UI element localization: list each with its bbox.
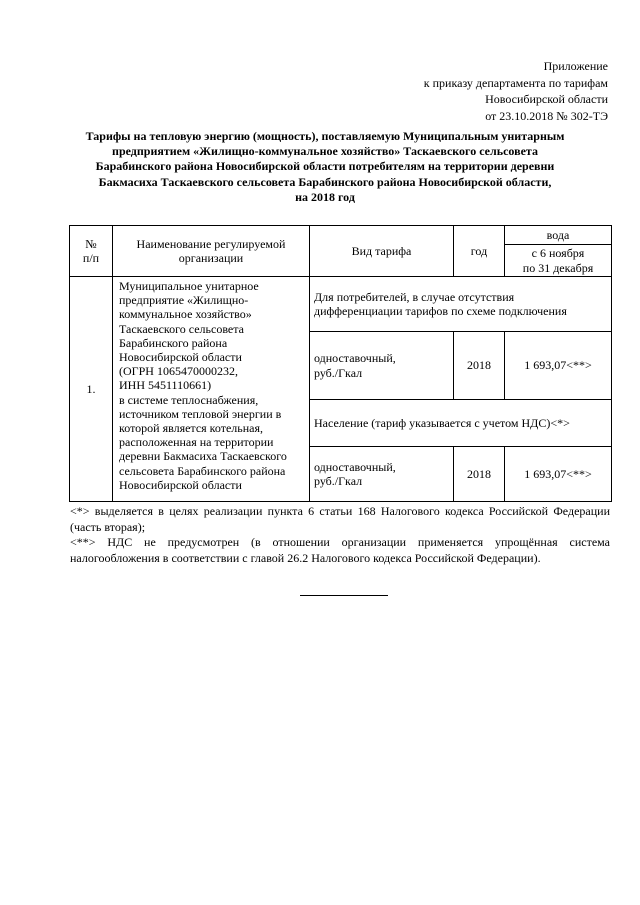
tariff-type-cell: одноставочный, руб./Гкал xyxy=(310,332,454,400)
title-line: Барабинского района Новосибирской области потребителям на территории деревни xyxy=(95,159,555,174)
section-heading: Население (тариф указывается с учетом НДС)<*> xyxy=(310,400,612,447)
tariff-type-cell: одноставочный, руб./Гкал xyxy=(310,447,454,502)
row-number: 1. xyxy=(70,277,113,502)
document-title xyxy=(60,129,590,205)
appendix-line: Новосибирской области xyxy=(485,92,608,106)
header-tariff-type: Вид тарифа xyxy=(310,226,454,277)
closing-rule xyxy=(300,595,388,596)
footnote: <**> НДС не предусмотрен (в отношении организации применяется упрощённая система налогообложения в соответствии с главой 26.2 Налогового кодекса Российской Федерации). xyxy=(70,535,610,565)
header-year: год xyxy=(454,226,505,277)
footnotes xyxy=(70,504,610,566)
title-line: Бакмасиха Таскаевского сельсовета Барабинского района Новосибирской области, xyxy=(98,174,552,189)
tariff-value-cell: 1 693,07<**> xyxy=(505,447,612,502)
year-cell: 2018 xyxy=(454,447,505,502)
tariff-value-cell: 1 693,07<**> xyxy=(505,332,612,400)
appendix-line: от 23.10.2018 № 302-ТЭ xyxy=(485,108,608,123)
footnote: <*> выделяется в целях реализации пункта 6 статьи 168 Налогового кодекса Российской Федерации (часть вторая); xyxy=(70,504,610,534)
title-line: предприятием «Жилищно-коммунальное хозяйство» Таскаевского сельсовета xyxy=(112,144,538,159)
title-line: Тарифы на тепловую энергию (мощность), поставляемую Муниципальным унитарным xyxy=(85,129,565,143)
header-number: № п/п xyxy=(70,226,113,277)
title-line: на 2018 год xyxy=(295,189,355,204)
appendix-block xyxy=(308,58,608,124)
section-heading: Для потребителей, в случае отсутствия дифференциации тарифов по схеме подключения xyxy=(310,277,612,332)
appendix-line: Приложение xyxy=(543,59,608,73)
header-organization: Наименование регулируемой организации xyxy=(113,226,310,277)
year-cell: 2018 xyxy=(454,332,505,400)
header-water: вода xyxy=(505,226,612,245)
organization-cell: Муниципальное унитарное предприятие «Жилищно- коммунальное хозяйство» Таскаевского сельсовета Барабинского района Новосибирской области (ОГРН 1065470000232, ИНН 5451110661) в системе теплоснабжения, источником тепловой энергии в которой является котельная, расположенная на территории деревни Бакмасиха Таскаевского сельсовета Барабинского района Новосибирской области xyxy=(113,277,310,502)
tariff-table xyxy=(69,225,612,502)
header-period: с 6 ноября по 31 декабря xyxy=(505,245,612,277)
appendix-line: к приказу департамента по тарифам xyxy=(423,75,608,90)
